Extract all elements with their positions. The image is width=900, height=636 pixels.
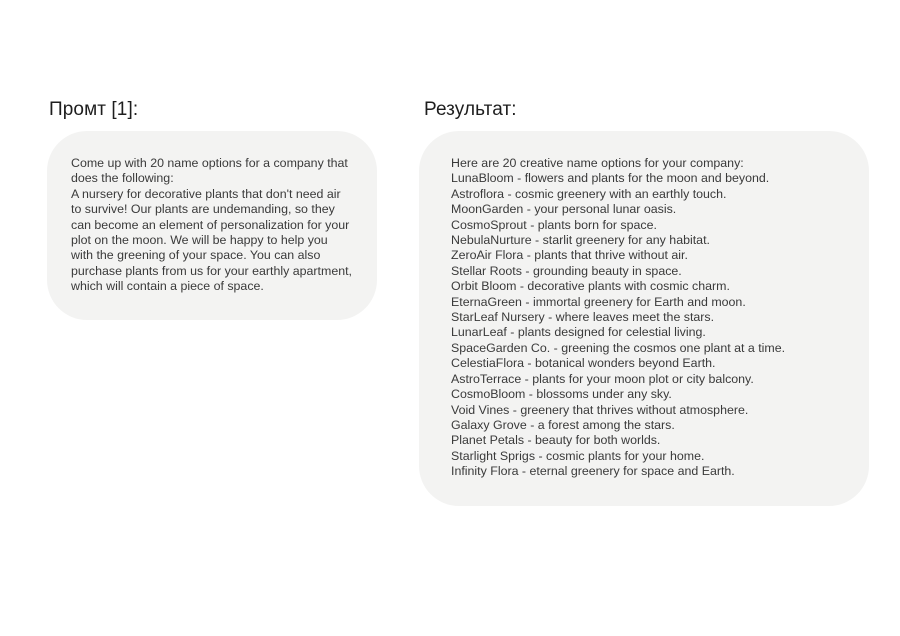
result-name-option: Infinity Flora - eternal greenery for space and Earth. [451,464,735,479]
result-name-option: Galaxy Grove - a forest among the stars. [451,417,675,432]
prompt-line: A nursery for decorative plants that don't need air [71,186,341,201]
prompt-line: plot on the moon. We will be happy to help you [71,233,328,248]
result-name-option: SpaceGarden Co. - greening the cosmos one plant at a time. [451,340,786,355]
result-name-option: ZeroAir Flora - plants that thrive without air. [451,248,688,263]
result-name-option: Stellar Roots - grounding beauty in space. [451,263,682,278]
result-intro-line: Here are 20 creative name options for your company: [451,156,744,170]
prompt-line: can become an element of personalization for your [71,217,350,232]
prompt-line: which will contain a piece of space. [71,279,264,294]
result-name-option: CelestiaFlora - botanical wonders beyond Earth. [451,356,716,371]
result-name-option: Planet Petals - beauty for both worlds. [451,433,661,448]
prompt-heading: Промт [1]: [49,99,139,120]
prompt-line: does the following: [71,171,174,186]
result-name-option: CosmoBloom - blossoms under any sky. [451,387,672,402]
prompt-line: Come up with 20 name options for a company that [71,156,348,170]
result-name-option: Astroflora - cosmic greenery with an earthly touch. [451,186,727,201]
result-name-option: LunaBloom - flowers and plants for the moon and beyond. [451,171,770,186]
result-name-option: AstroTerrace - plants for your moon plot or city balcony. [451,371,754,386]
result-name-option: StarLeaf Nursery - where leaves meet the stars. [451,310,715,325]
result-heading: Результат: [424,99,517,120]
prompt-line: to survive! Our plants are undemanding, so they [71,202,335,217]
result-name-option: LunarLeaf - plants designed for celestial living. [451,325,706,340]
result-name-option: NebulaNurture - starlit greenery for any habitat. [451,233,710,248]
result-name-option: EternaGreen - immortal greenery for Earth and moon. [451,294,746,309]
result-name-option: MoonGarden - your personal lunar oasis. [451,202,677,217]
result-name-option: Starlight Sprigs - cosmic plants for your home. [451,448,705,463]
prompt-line: with the greening of your space. You can also [71,248,321,263]
result-card [419,131,869,506]
prompt-card [47,131,377,320]
prompt-line: purchase plants from us for your earthly apartment, [71,263,352,278]
result-name-option: Void Vines - greenery that thrives without atmosphere. [451,402,749,417]
result-name-option: CosmoSprout - plants born for space. [451,217,657,232]
result-name-option: Orbit Bloom - decorative plants with cosmic charm. [451,279,730,294]
